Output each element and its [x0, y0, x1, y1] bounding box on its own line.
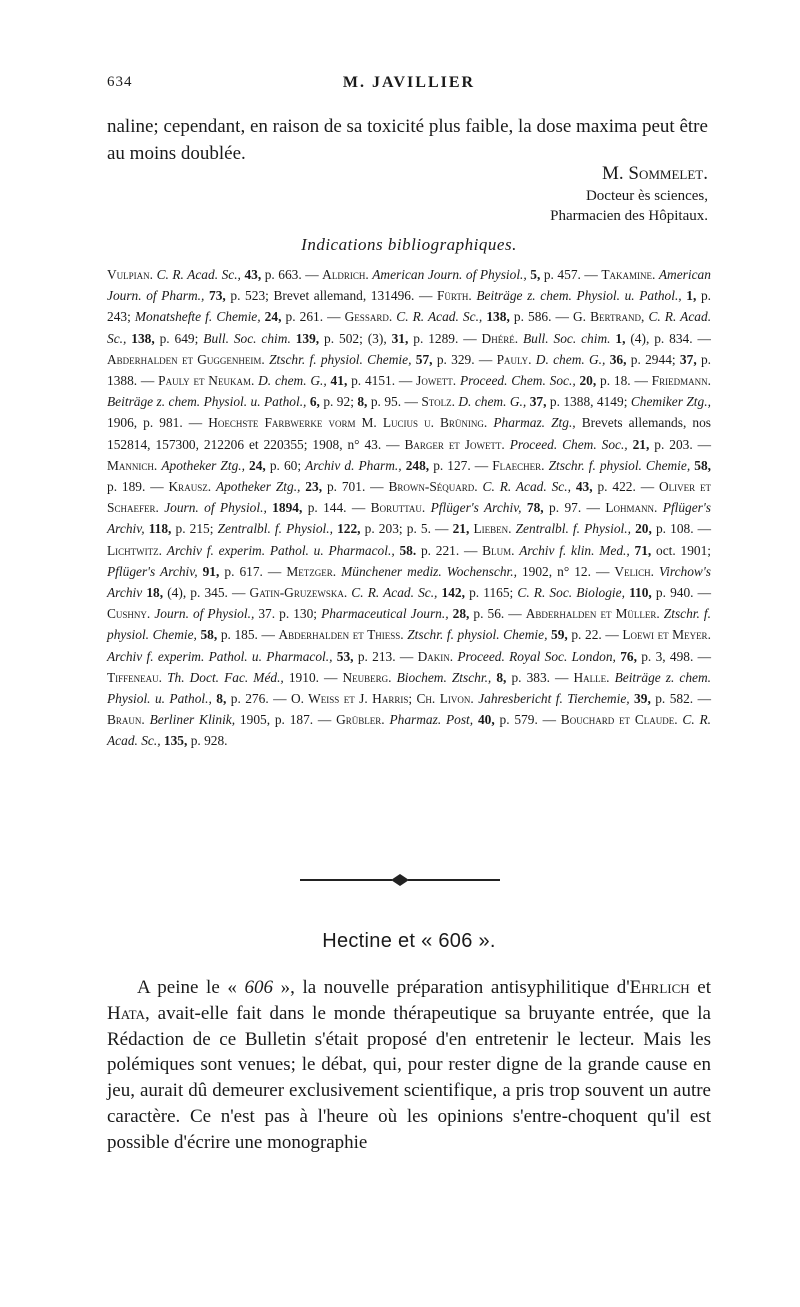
citation-volume: 58, [694, 457, 712, 473]
citation-author: Oliver et Schaefer. [107, 479, 712, 516]
citation-volume: 43, [575, 479, 593, 495]
citation-volume: 1, [686, 288, 697, 304]
citation-volume: 20, [635, 521, 652, 537]
citation-detail: p. 144. — [307, 500, 366, 516]
citation-detail: 1902, n° 12. — [521, 563, 610, 579]
citation-entry [473, 521, 711, 536]
citation-source: Biochem. Ztschr., [396, 669, 492, 685]
citation-source: Journ. of Physiol., [154, 606, 255, 622]
citation-volume: 58. [399, 542, 417, 558]
bibliography-heading: Indications bibliographiques. [301, 235, 517, 254]
page-header [107, 74, 711, 96]
citation-source: Apotheker Ztg., [215, 479, 301, 495]
citation-volume: 57, [415, 351, 433, 367]
citation-detail: p. 345. — [190, 585, 246, 601]
citation-detail: p. 261. — [285, 309, 341, 325]
citation-volume: 20, [579, 373, 597, 389]
citation-detail: Brevets allemands, nos 152814, 157300, 212206 et 220355; [107, 415, 711, 452]
citation-detail: p. 2944; [630, 351, 676, 367]
citation-source: C. R. Acad. Sc., [396, 309, 483, 325]
citation-detail: p. 663. — [264, 267, 319, 282]
citation-source: C. R. Soc. Biologie, [517, 585, 625, 601]
citation-author: G. Bertrand, [573, 309, 645, 325]
citation-author: Lohmann. [605, 500, 658, 516]
citation-volume: 139, [295, 330, 320, 346]
citation-detail: p. 60; [269, 457, 302, 473]
citation-author: Takamine. [601, 267, 656, 282]
citation-entry [107, 543, 482, 558]
citation-author: Abderhalden et Guggenheim. [107, 351, 265, 367]
citation-detail: p. 1165; [469, 585, 514, 601]
citation-detail: 1906, p. 981. — [107, 415, 203, 431]
citation-source: Jahresbericht f. Tierchemie, [478, 691, 630, 707]
intro-paragraph: naline; cependant, en raison de sa toxicité plus faible, la dose maxima peut être au moins doublée. [107, 116, 708, 164]
author-name: Hata [107, 1002, 145, 1024]
citation-volume: 1894, [272, 500, 303, 516]
citation-volume: 28, [452, 606, 470, 622]
citation-volume: 110, [629, 585, 652, 601]
citation-source: D. chem. G., [258, 373, 327, 389]
citation-detail: p. 276. — [230, 691, 287, 707]
citation-source: Pharmaceutical Journ., [321, 606, 449, 622]
citation-source: Archiv f. klin. Med., [519, 542, 630, 558]
citation-source: Münchener mediz. Wochenschr., [341, 563, 517, 579]
citation-entry [482, 331, 711, 346]
citation-volume: 8, [216, 691, 227, 707]
citation-detail: p. 203. — [654, 436, 711, 452]
citation-entry [291, 691, 711, 706]
citation-volume: 138, [131, 330, 155, 346]
citation-author: Hoechste Farbwerke vorm M. Lucius u. Brüning. [208, 415, 488, 431]
citation-source: C. R. Acad. Sc., [482, 479, 571, 495]
citation-detail: p. 1388, 4149; [549, 394, 628, 410]
citation-author: Gatin-Gruzewska. [249, 585, 348, 601]
citation-detail: p. 579. — [499, 712, 556, 728]
citation-detail: p. 523; Brevet allemand, 131496. — [230, 288, 433, 304]
citation-source: American Journ. of Pharm., [107, 267, 711, 304]
citation-detail: p. 582. — [655, 691, 711, 707]
citation-source: Ztschr. f. physiol. Chemie, [269, 351, 412, 367]
citation-detail: p. 203; [364, 521, 403, 537]
citation-source: Apotheker Ztg., [161, 457, 245, 473]
citation-author: Vulpian. [107, 267, 154, 282]
citation-source: Archiv f. experim. Pathol. u. Pharmacol., [107, 648, 333, 664]
citation-volume: 1, [615, 330, 626, 346]
section-divider [300, 874, 500, 886]
citation-entry [169, 479, 389, 494]
citation-source: Beiträge z. chem. Physiol. u. Pathol., [107, 669, 711, 707]
citation-source: C. R. Acad. Sc., [156, 267, 241, 282]
citation-author: Mannich. [107, 457, 158, 473]
citation-volume: 53, [336, 648, 354, 664]
citation-entry [322, 267, 601, 282]
citation-entry [250, 585, 711, 600]
citation-volume: 24, [249, 457, 266, 473]
citation-entry [418, 649, 711, 664]
citation-volume: 142, [441, 585, 465, 601]
citation-volume: 18, [146, 585, 164, 601]
citation-volume: 73, [209, 288, 226, 304]
citation-volume: 91, [202, 563, 220, 579]
citation-volume: 43, [244, 267, 262, 282]
citation-volume: 40, [477, 712, 495, 728]
divider-line-left [300, 879, 392, 881]
citation-detail: 1908, n° 43. — [312, 436, 400, 452]
citation-entry [416, 373, 652, 388]
citation-detail: p. 834. — [654, 330, 711, 346]
citation-detail: oct. 1901; [656, 542, 712, 558]
citation-source: Beiträge z. chem. Physiol. u. Pathol., [107, 394, 307, 410]
citation-detail: 1910. — [288, 669, 338, 685]
citation-detail: p. 928. [190, 733, 228, 749]
citation-detail: p. 221. — [420, 542, 478, 558]
citation-detail: p. 4151. — [351, 373, 413, 389]
citation-source: Pflüger's Archiv, [430, 500, 522, 516]
citation-author: Jowett. [416, 373, 457, 389]
citation-source: C. R. Acad. Sc., [107, 309, 712, 346]
citation-detail: p. 586. — [513, 309, 569, 325]
citation-volume: 248, [405, 457, 430, 473]
citation-detail: p. 457. — [543, 267, 598, 282]
citation-source: Proceed. Royal Soc. London, [457, 648, 616, 664]
section-title: Hectine et « 606 ». [322, 930, 496, 952]
citation-detail: p. 185. — [220, 627, 275, 643]
citation-source: Th. Doct. Fac. Méd., [167, 669, 284, 685]
citation-detail: p. 243; [107, 288, 711, 325]
citation-volume: 138, [486, 309, 510, 325]
citation-detail: p. 95. — [370, 394, 418, 410]
citation-detail: p. 92; [323, 394, 354, 410]
citation-source: Proceed. Chem. Soc., [459, 373, 576, 389]
paragraph-text: », la nouvelle préparation antisyphilitique d' [272, 977, 630, 998]
citation-detail: p. 1388. — [107, 351, 712, 389]
diamond-ornament-icon [391, 874, 409, 886]
citation-volume: 24, [264, 309, 282, 325]
citation-volume: 8, [357, 394, 368, 410]
citation-detail: p. 701. — [326, 479, 384, 495]
citation-source: Zentralbl. f. Physiol., [217, 521, 333, 537]
author-name: Ehrlich [629, 977, 690, 998]
citation-detail: (4), [167, 585, 187, 601]
signature-block [448, 162, 708, 226]
citation-source: Pflüger's Archiv, [107, 563, 198, 579]
citation-detail: p. 213. — [357, 648, 414, 664]
citation-volume: 36, [609, 351, 627, 367]
citation-author: Pauly. [496, 351, 532, 367]
citation-entry [107, 267, 322, 282]
citation-source: Bull. Soc. chim. [203, 330, 291, 346]
citation-source: Pflüger's Archiv, [107, 500, 711, 537]
citation-volume: 78, [526, 500, 544, 516]
citation-author: Tiffeneau. [107, 669, 163, 685]
citation-detail: p. 22. — [571, 627, 619, 643]
citation-source: Ztschr. f. physiol. Chemie, [548, 457, 691, 473]
citation-detail: p. 108. — [655, 521, 712, 537]
citation-detail: p. 502; [324, 330, 363, 346]
citation-author: Aldrich. [322, 267, 369, 282]
citation-author: Grübler. [336, 712, 385, 728]
citation-detail: p. 97. — [549, 500, 600, 516]
citation-source: Pharmaz. Ztg., [493, 415, 576, 431]
citation-detail: p. 189. — [107, 479, 164, 495]
signature-affiliation: Pharmacien des Hôpitaux. [550, 208, 708, 224]
citation-entry [107, 670, 343, 685]
paragraph-text: A peine le « [137, 977, 245, 998]
citation-source: Bull. Soc. chim. [522, 330, 611, 346]
citation-entry [336, 712, 561, 727]
citation-volume: 58, [200, 627, 218, 643]
citation-detail: p. 940. — [655, 585, 712, 601]
citation-author: Stolz. [421, 394, 455, 410]
citation-source: Ztschr. f. physiol. Chemie, [407, 627, 548, 643]
citation-volume: 6, [309, 394, 320, 410]
divider-line-right [408, 879, 500, 881]
citation-volume: 59, [551, 627, 568, 643]
paragraph-text: , avait-elle fait dans le monde thérapeutique sa bruyante entrée, que la Rédaction de ce Bulletin s'était proposé d'en entretenir le lecteur. Mais les polémiques sont venues; le débat, qui, pour rester digne de la grande cause en jeu, aurait dû demeurer exclusivement scientifique, a pris trop souvent un autre caractère. Ce n'est pas à l'heure où les opinions s'entre-choquent qu'il est possible d'écrire une monographie [107, 1002, 711, 1153]
citation-entry [388, 479, 659, 494]
running-head: M. JAVILLIER [342, 74, 476, 91]
citation-author: Abderhalden et Müller. [525, 606, 660, 622]
section-paragraph [107, 975, 711, 1156]
citation-entry [345, 309, 573, 324]
citation-author: Braun. [107, 712, 145, 728]
citation-volume: 135, [163, 733, 188, 749]
citation-author: Abderhalden et Thiess. [278, 627, 404, 643]
citation-detail: (3), [367, 330, 387, 346]
citation-source: Zentralbl. f. Physiol., [515, 521, 631, 537]
citation-volume: 76, [620, 648, 637, 664]
citation-author: Halle. [573, 669, 610, 685]
citation-source: D. chem. G., [535, 351, 606, 367]
citation-author: Flaecher. [492, 457, 545, 473]
citation-detail: p. 422. — [597, 479, 655, 495]
citation-author: O. Weiss et J. Harris; [290, 691, 413, 707]
citation-detail: p. 1289. — [413, 330, 477, 346]
citation-entry [107, 352, 497, 367]
page-number: 634 [107, 74, 133, 90]
citation-entry [404, 437, 711, 452]
citation-detail: p. 215; [175, 521, 214, 537]
citation-entry [286, 564, 614, 579]
citation-entry [158, 373, 416, 388]
citation-source: D. chem. G., [458, 394, 527, 410]
citation-author: Loewi et Meyer. [622, 627, 711, 643]
citation-detail: p. 127. — [433, 457, 489, 473]
emphasis-text: 606 [244, 977, 273, 998]
citation-author: Velich. [614, 563, 654, 579]
citation-author: Blum. [482, 542, 515, 558]
citation-author: Barger et Jowett. [404, 436, 505, 452]
citation-author: Metzger. [286, 563, 337, 579]
citation-volume: 23, [305, 479, 323, 495]
paragraph-text: et [689, 977, 711, 998]
citation-detail: p. 383. — [511, 669, 569, 685]
citation-source: C. R. Acad. Sc., [351, 585, 438, 601]
citation-volume: 118, [148, 521, 172, 537]
citation-author: Dakin. [417, 648, 454, 664]
citation-source: Proceed. Chem. Soc., [509, 436, 628, 452]
citation-author: Fürth. [436, 288, 472, 304]
citation-volume: 122, [337, 521, 361, 537]
citation-volume: 39, [634, 691, 651, 707]
citation-source: Virchow's Archiv [107, 563, 711, 601]
citation-author: Lieben. [473, 521, 512, 537]
citation-entry [371, 500, 606, 515]
citation-detail: p. 5. — [406, 521, 449, 537]
citation-source: Journ. of Physiol., [164, 500, 267, 516]
citation-author: Brown-Séquard. [388, 479, 478, 495]
citation-source: Archiv d. Pharm., [305, 457, 402, 473]
citation-entry [278, 627, 622, 642]
citation-volume: 37, [529, 394, 547, 410]
citation-volume: 21, [632, 436, 650, 452]
citation-volume: 37, [679, 351, 697, 367]
citation-author: Dhéré. [481, 330, 519, 346]
citation-volume: 8, [496, 669, 507, 685]
citation-author: Boruttau. [370, 500, 426, 516]
citation-author: Krausz. [168, 479, 212, 495]
citation-detail: p. 617. — [224, 563, 282, 579]
citation-entry [343, 670, 574, 685]
citation-author: Ch. Livon. [416, 691, 474, 707]
citation-source: Chemiker Ztg., [630, 394, 711, 410]
citation-volume: 5, [530, 267, 541, 282]
citation-source: C. R. Acad. Sc., [107, 712, 712, 749]
citation-author: Bouchard et Claude. [560, 712, 678, 728]
citation-source: Monatshefte f. Chemie, [134, 309, 261, 325]
citation-source: Beiträge z. chem. Physiol. u. Pathol., [476, 288, 682, 304]
citation-author: Gessard. [344, 309, 393, 325]
citation-source: Ztschr. f. physiol. Chemie, [107, 606, 711, 643]
citation-detail: 37. p. 130; [258, 606, 318, 622]
citation-source: Pharmaz. Post, [389, 712, 474, 728]
citation-detail: p. 329. — [436, 351, 493, 367]
citation-detail: (4), [630, 330, 650, 346]
citation-detail: p. 56. — [473, 606, 522, 622]
citation-author: Friedmann. [651, 373, 711, 389]
bibliography-list [107, 264, 711, 752]
citation-detail: 1905, p. 187. — [239, 712, 332, 728]
citation-volume: 41, [330, 373, 348, 389]
citation-author: Cushny. [107, 606, 151, 622]
citation-volume: 31, [391, 330, 409, 346]
citation-source: Berliner Klinik, [149, 712, 236, 728]
citation-detail: p. 3, 498. — [641, 648, 712, 664]
citation-entry [107, 458, 492, 473]
citation-author: Neuberg. [342, 669, 392, 685]
citation-detail: p. 18. — [600, 373, 648, 389]
signature-title: Docteur ès sciences, [585, 188, 708, 204]
signature-name: M. Sommelet. [602, 163, 708, 184]
citation-source: American Journ. of Physiol., [372, 267, 527, 282]
citation-source: Archiv f. experim. Pathol. u. Pharmacol., [166, 542, 395, 558]
citation-author: Pauly et Neukam. [158, 373, 255, 389]
citation-entry [107, 712, 336, 727]
citation-author: Lichtwitz. [107, 542, 163, 558]
citation-entry [107, 606, 526, 621]
citation-volume: 71, [634, 542, 652, 558]
citation-detail: p. 649; [159, 330, 199, 346]
citation-volume: 21, [452, 521, 470, 537]
